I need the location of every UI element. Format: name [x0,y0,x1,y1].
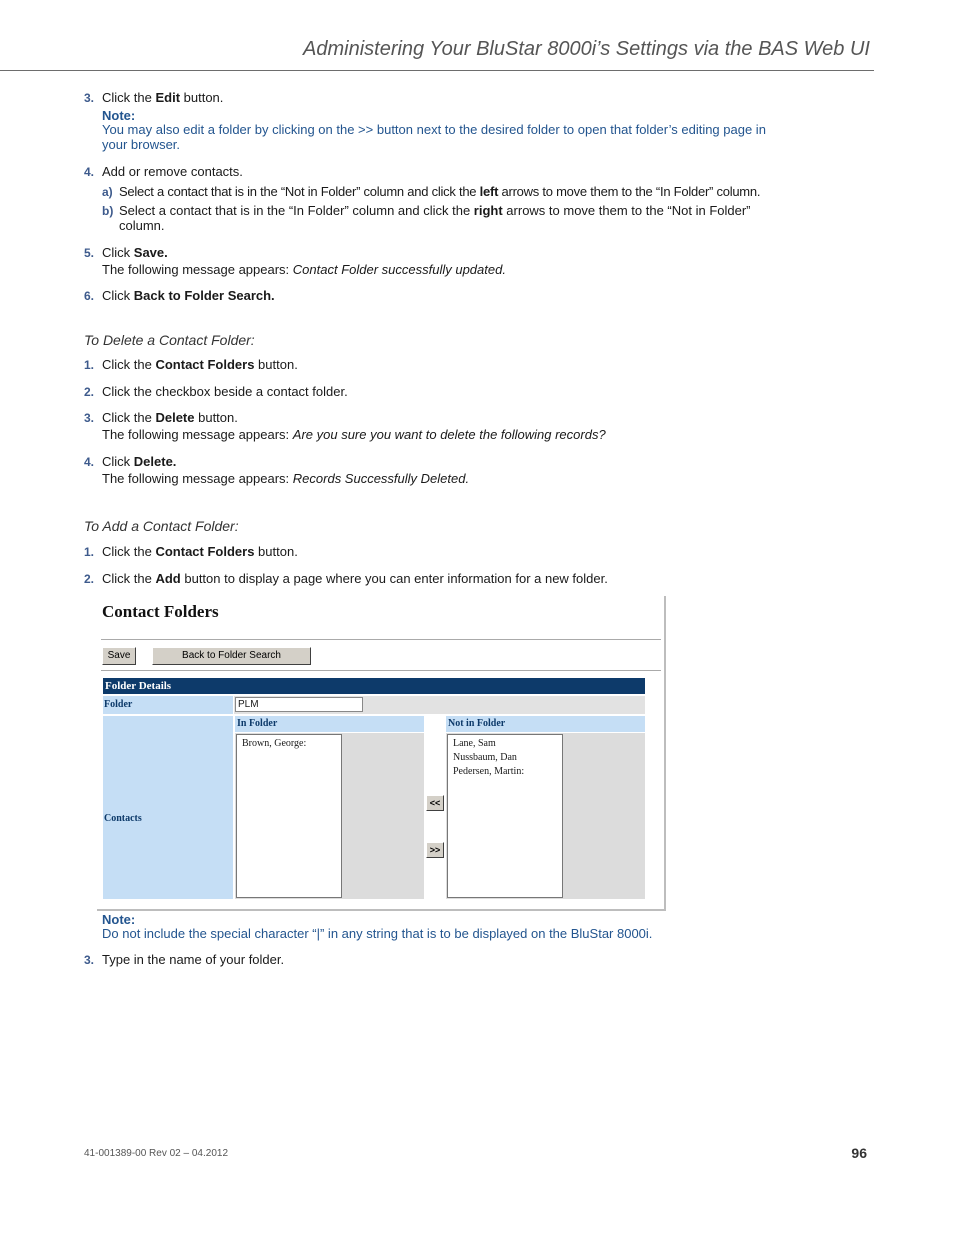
step-text: Click the Add button to display a page where you can enter information for a new folder. [102,571,608,586]
contacts-label: Contacts [104,813,142,824]
substep-text-cont: column. [119,218,165,233]
step-number: 5. [83,246,94,260]
step-text: Click the Edit button. [102,90,224,105]
step-message: The following message appears: Contact Folder successfully updated. [102,262,506,277]
step-number: 4. [83,165,94,179]
step-message: The following message appears: Are you sure you want to delete the following records? [102,427,606,442]
step-number: 3. [83,91,94,105]
substep-label: b) [102,204,114,218]
step-text: Click the Contact Folders button. [102,544,298,559]
divider [101,639,661,640]
substep-label: a) [102,185,113,199]
note-text: Do not include the special character “|” in any string that is to be displayed on the BluStar 8000i. [102,926,653,941]
save-button[interactable]: Save [102,647,136,665]
in-folder-header: In Folder [235,716,424,732]
move-left-button[interactable]: << [426,795,444,811]
step-number: 4. [83,455,94,469]
step-text: Click Back to Folder Search. [102,288,275,303]
step-number: 2. [83,572,94,586]
note-text: You may also edit a folder by clicking on the >> button next to the desired folder to open that folder’s editing page in [102,122,766,137]
step-number: 3. [83,411,94,425]
divider [101,670,661,671]
contacts-label-cell [103,716,233,899]
step-text: Click Delete. [102,454,177,469]
contact-folders-screenshot [97,596,666,911]
footer-doc-id: 41-001389-00 Rev 02 – 04.2012 [84,1148,229,1159]
page-number: 96 [851,1145,867,1161]
folder-label: Folder [103,696,233,714]
step-text: Add or remove contacts. [102,164,243,179]
list-item[interactable]: Brown, George: [242,738,307,749]
substep-text: Select a contact that is in the “Not in Folder” column and click the left arrows to move them to the “In Folder” column. [119,184,761,199]
header-rule [0,70,874,71]
step-message: The following message appears: Records Successfully Deleted. [102,471,470,486]
note-text-cont: your browser. [102,137,181,152]
note-heading: Note: [102,108,136,123]
step-text: Click Save. [102,245,168,260]
step-text: Click the Contact Folders button. [102,357,298,372]
step-text: Click the checkbox beside a contact folder. [102,384,348,399]
list-item[interactable]: Lane, Sam [453,738,496,749]
not-in-folder-list[interactable] [447,734,563,898]
in-folder-list[interactable] [236,734,342,898]
folder-details-bar: Folder Details [103,678,645,694]
step-number: 3. [83,953,94,967]
list-item[interactable]: Nussbaum, Dan [453,752,517,763]
move-right-button[interactable]: >> [426,842,444,858]
contact-folders-title: Contact Folders [102,602,219,621]
section-heading: To Delete a Contact Folder: [84,332,255,348]
folder-name-input[interactable]: PLM [235,697,363,712]
step-text: Type in the name of your folder. [102,952,285,967]
note-heading: Note: [102,912,136,927]
section-heading: To Add a Contact Folder: [84,518,239,534]
back-to-folder-search-button[interactable]: Back to Folder Search [152,647,311,665]
step-number: 6. [83,289,94,303]
not-in-folder-header: Not in Folder [446,716,645,732]
step-text: Click the Delete button. [102,410,238,425]
substep-text: Select a contact that is in the “In Folder” column and click the right arrows to move them to the “Not in Folder” [119,203,751,218]
arrow-column [424,733,446,899]
step-number: 2. [83,385,94,399]
list-item[interactable]: Pedersen, Martin: [453,766,525,777]
step-number: 1. [83,545,94,559]
step-number: 1. [83,358,94,372]
running-header-title: Administering Your BluStar 8000i’s Settings via the BAS Web UI [303,38,870,60]
